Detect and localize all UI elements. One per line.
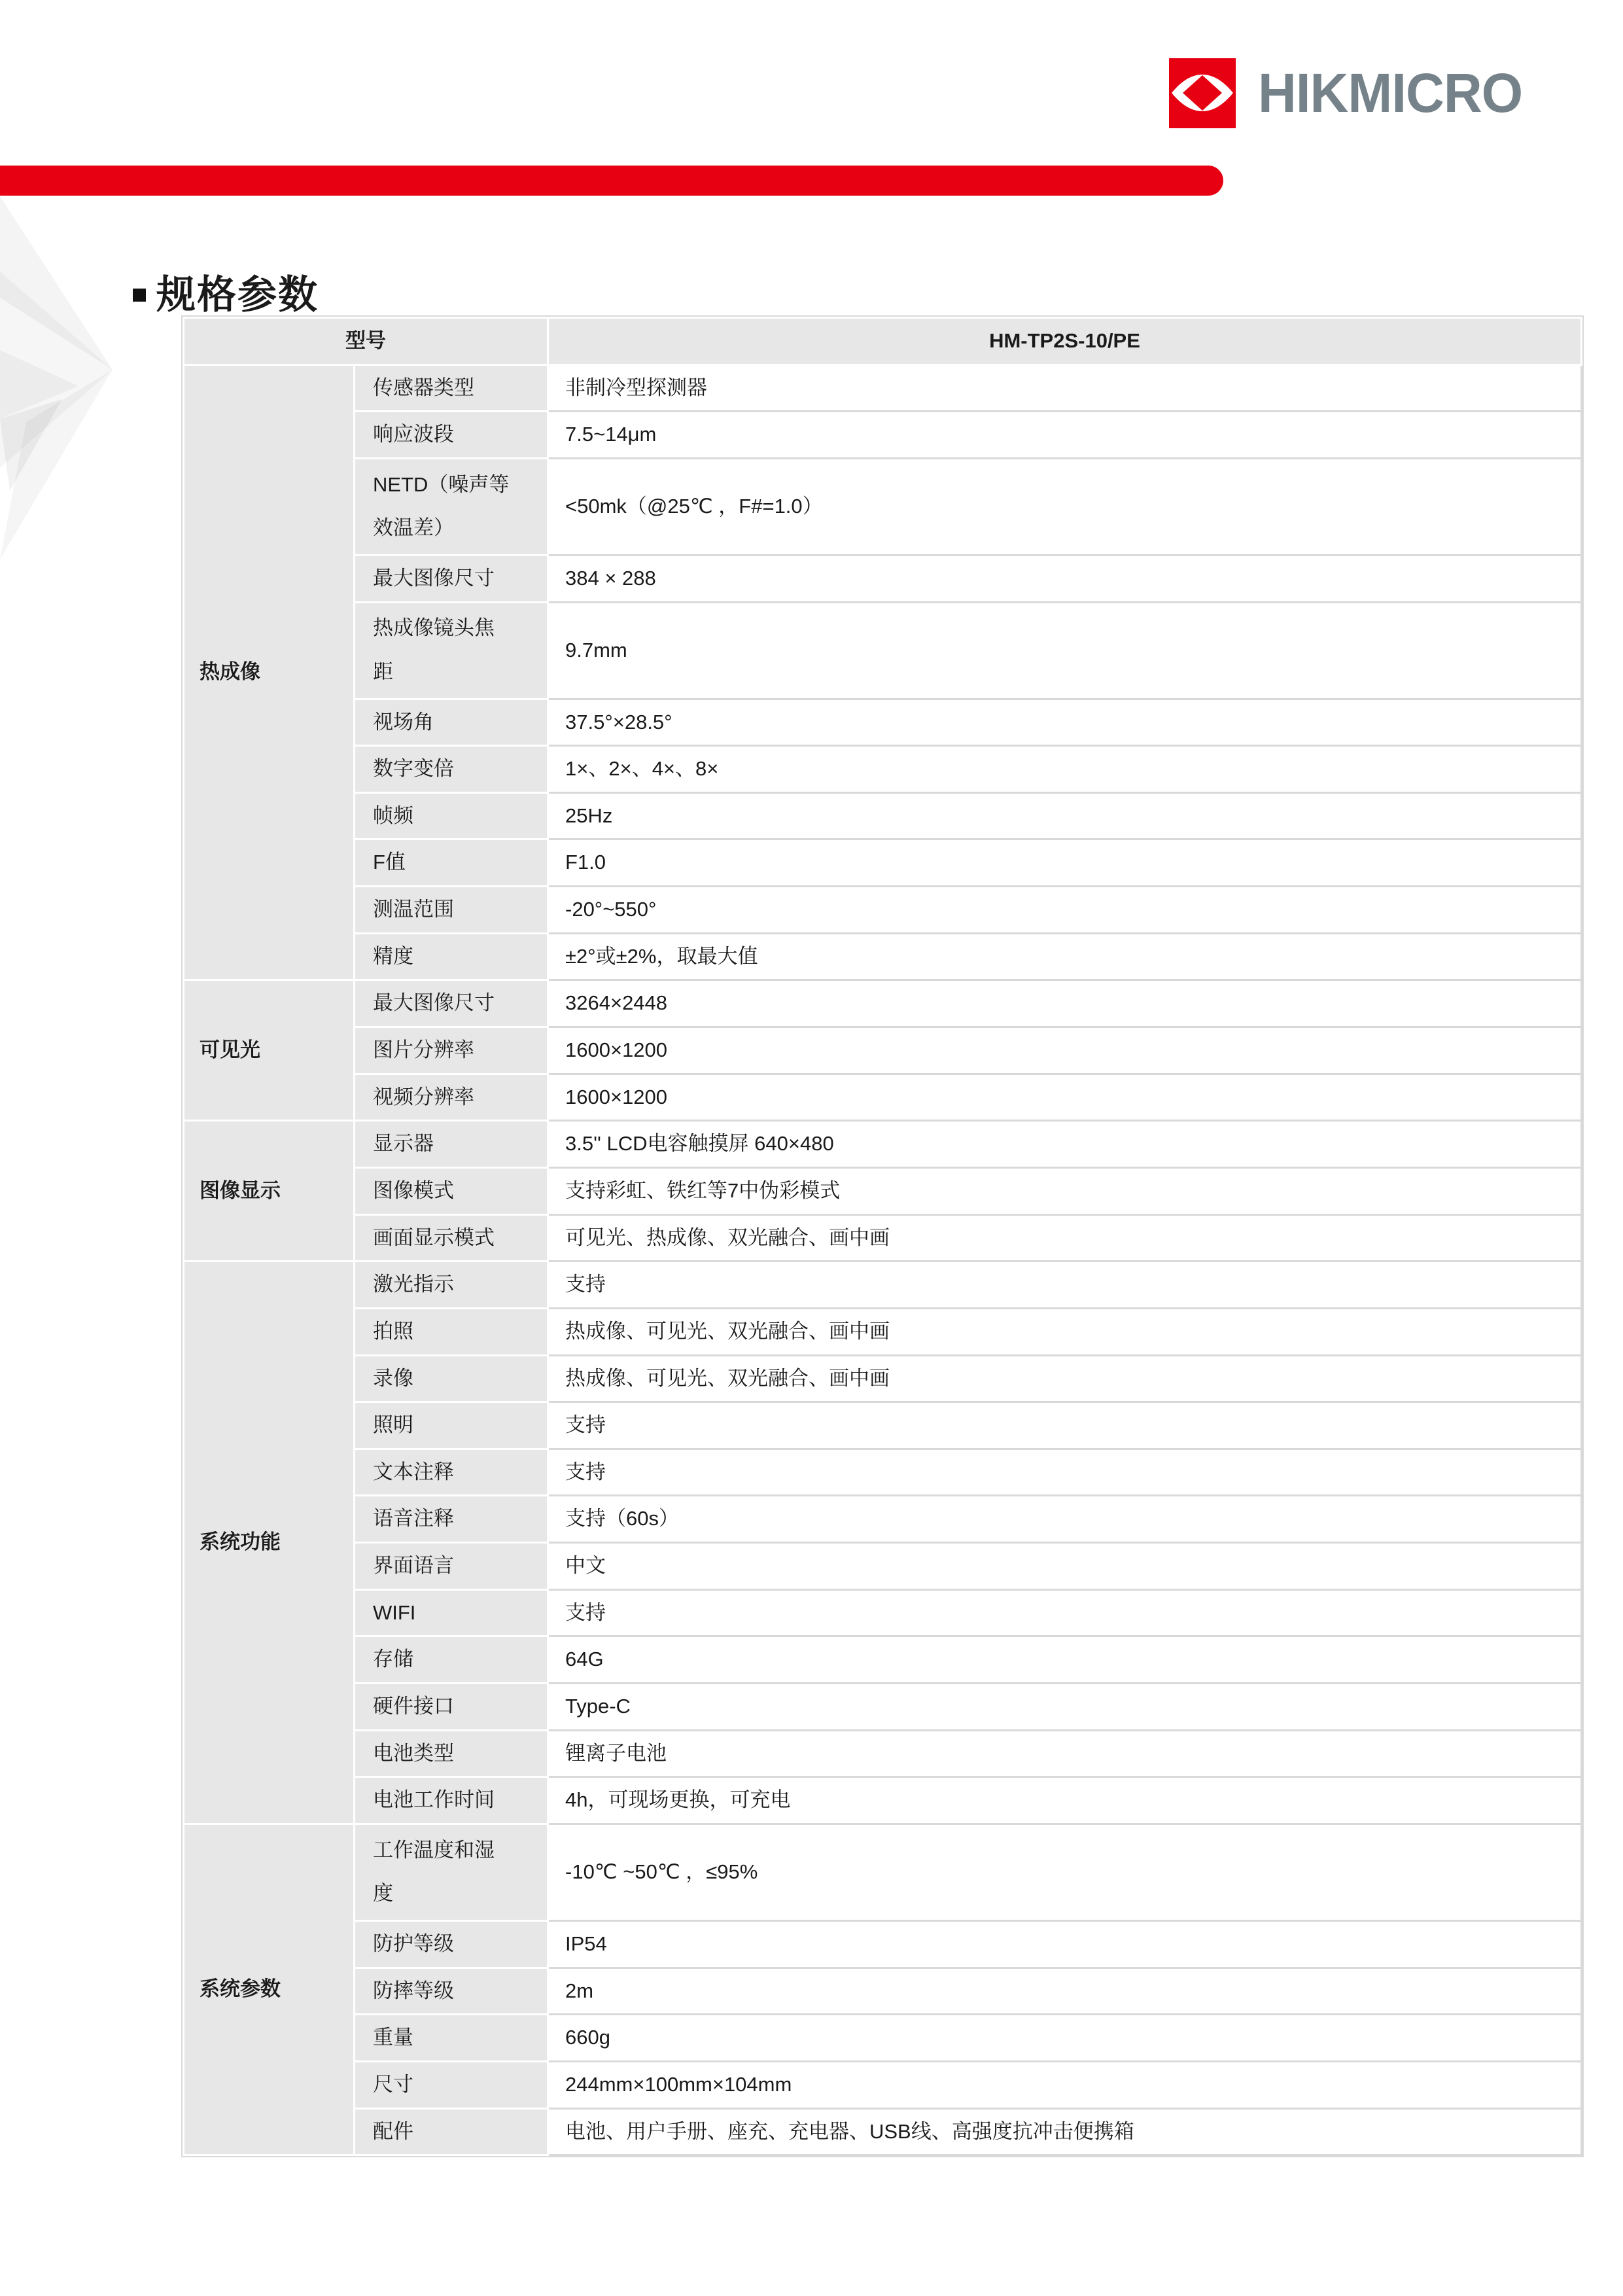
table-row [184, 2061, 1582, 2108]
value-cell: 支持 [548, 1402, 1582, 1449]
param-cell: 拍照 [355, 1308, 548, 1355]
param-cell: 图片分辨率 [355, 1027, 548, 1074]
table-row [184, 1920, 1582, 1968]
param-cell: 测温范围 [355, 887, 548, 934]
value-cell: Type-C [548, 1684, 1582, 1731]
table-row [184, 1121, 1582, 1168]
param-cell: 存储 [355, 1636, 548, 1684]
value-cell: 支持（60s） [548, 1496, 1582, 1543]
table-row [184, 2108, 1582, 2155]
value-cell: -20°~550° [548, 887, 1582, 934]
table-row [184, 792, 1582, 839]
page-title: 规格参数 [156, 273, 319, 317]
param-cell: 画面显示模式 [355, 1214, 548, 1262]
category-cell: 图像显示 [184, 1121, 355, 1262]
value-cell: 660g [548, 2015, 1582, 2062]
table-row [184, 555, 1582, 602]
table-row [184, 1262, 1582, 1309]
title-bullet-square [133, 289, 146, 302]
param-cell: 热成像镜头焦距 [355, 602, 548, 699]
param-cell: 响应波段 [355, 412, 548, 459]
category-cell: 可见光 [184, 980, 355, 1121]
value-cell: 3.5'' LCD电容触摸屏 640×480 [548, 1121, 1582, 1168]
param-cell: NETD（噪声等效温差） [355, 458, 548, 555]
table-row [184, 699, 1582, 746]
value-cell: 1600×1200 [548, 1074, 1582, 1121]
value-cell: ±2°或±2%，取最大值 [548, 933, 1582, 980]
table-row [184, 2015, 1582, 2062]
value-cell: 4h，可现场更换，可充电 [548, 1777, 1582, 1824]
table-header-row [184, 318, 1582, 365]
value-cell: IP54 [548, 1920, 1582, 1968]
table-row [184, 1777, 1582, 1824]
value-cell: -10℃ ~50℃ ，≤95% [548, 1824, 1582, 1920]
value-cell: <50mk（@25℃ ，F#=1.0） [548, 458, 1582, 555]
table-row [184, 1496, 1582, 1543]
param-cell: 语音注释 [355, 1496, 548, 1543]
table-row [184, 412, 1582, 459]
param-cell: WIFI [355, 1589, 548, 1636]
param-cell: 显示器 [355, 1121, 548, 1168]
brand-wordmark: HIKMICRO [1258, 62, 1523, 124]
param-cell: 配件 [355, 2108, 548, 2155]
param-cell: 最大图像尺寸 [355, 555, 548, 602]
category-cell: 系统功能 [184, 1262, 355, 1824]
table-row [184, 1684, 1582, 1731]
value-cell: 支持 [548, 1262, 1582, 1309]
table-row [184, 839, 1582, 887]
table-row [184, 1824, 1582, 1920]
param-cell: 帧频 [355, 792, 548, 839]
value-cell: 3264×2448 [548, 980, 1582, 1027]
brand-logo [1169, 58, 1531, 128]
category-cell: 系统参数 [184, 1824, 355, 2155]
model-label-cell: 型号 [184, 318, 548, 365]
param-cell: 视场角 [355, 699, 548, 746]
table-row [184, 1543, 1582, 1590]
value-cell: 支持 [548, 1589, 1582, 1636]
value-cell: 锂离子电池 [548, 1730, 1582, 1777]
spec-table-wrap [181, 315, 1584, 2157]
category-cell: 热成像 [184, 364, 355, 980]
param-cell: 电池工作时间 [355, 1777, 548, 1824]
param-cell: 图像模式 [355, 1167, 548, 1214]
table-row [184, 1214, 1582, 1262]
section-title-row [133, 274, 319, 317]
model-value-cell: HM-TP2S-10/PE [548, 318, 1582, 365]
param-cell: 防护等级 [355, 1920, 548, 1968]
value-cell: 25Hz [548, 792, 1582, 839]
param-cell: 工作温度和湿度 [355, 1824, 548, 1920]
table-row [184, 1027, 1582, 1074]
table-row [184, 1355, 1582, 1402]
hikmicro-eye-icon [1169, 58, 1236, 128]
table-row [184, 887, 1582, 934]
table-row [184, 1167, 1582, 1214]
param-cell: 尺寸 [355, 2061, 548, 2108]
table-row [184, 933, 1582, 980]
value-cell: 384 × 288 [548, 555, 1582, 602]
value-cell: 支持 [548, 1449, 1582, 1496]
value-cell: 中文 [548, 1543, 1582, 1590]
background-watermark-star [0, 193, 124, 599]
table-row [184, 1968, 1582, 2015]
value-cell: 热成像、可见光、双光融合、画中画 [548, 1355, 1582, 1402]
value-cell: 支持彩虹、铁红等7中伪彩模式 [548, 1167, 1582, 1214]
param-cell: 最大图像尺寸 [355, 980, 548, 1027]
table-row [184, 980, 1582, 1027]
param-cell: 防摔等级 [355, 1968, 548, 2015]
value-cell: 7.5~14μm [548, 412, 1582, 459]
param-cell: F值 [355, 839, 548, 887]
red-accent-band [0, 166, 1223, 196]
table-row [184, 746, 1582, 793]
value-cell: 热成像、可见光、双光融合、画中画 [548, 1308, 1582, 1355]
param-cell: 录像 [355, 1355, 548, 1402]
table-row [184, 1449, 1582, 1496]
param-cell: 激光指示 [355, 1262, 548, 1309]
table-row [184, 1308, 1582, 1355]
param-cell: 数字变倍 [355, 746, 548, 793]
value-cell: F1.0 [548, 839, 1582, 887]
param-cell: 重量 [355, 2015, 548, 2062]
value-cell: 37.5°×28.5° [548, 699, 1582, 746]
table-row [184, 458, 1582, 555]
param-cell: 照明 [355, 1402, 548, 1449]
table-row [184, 1636, 1582, 1684]
param-cell: 界面语言 [355, 1543, 548, 1590]
value-cell: 64G [548, 1636, 1582, 1684]
table-row [184, 1074, 1582, 1121]
value-cell: 2m [548, 1968, 1582, 2015]
table-row [184, 364, 1582, 412]
value-cell: 电池、用户手册、座充、充电器、USB线、高强度抗冲击便携箱 [548, 2108, 1582, 2155]
param-cell: 硬件接口 [355, 1684, 548, 1731]
value-cell: 非制冷型探测器 [548, 364, 1582, 412]
table-row [184, 1589, 1582, 1636]
param-cell: 精度 [355, 933, 548, 980]
param-cell: 电池类型 [355, 1730, 548, 1777]
table-row [184, 1730, 1582, 1777]
value-cell: 1600×1200 [548, 1027, 1582, 1074]
param-cell: 传感器类型 [355, 364, 548, 412]
value-cell: 9.7mm [548, 602, 1582, 699]
table-row [184, 1402, 1582, 1449]
value-cell: 1×、2×、4×、8× [548, 746, 1582, 793]
table-row [184, 602, 1582, 699]
param-cell: 文本注释 [355, 1449, 548, 1496]
value-cell: 244mm×100mm×104mm [548, 2061, 1582, 2108]
value-cell: 可见光、热成像、双光融合、画中画 [548, 1214, 1582, 1262]
spec-table [183, 317, 1582, 2156]
param-cell: 视频分辨率 [355, 1074, 548, 1121]
